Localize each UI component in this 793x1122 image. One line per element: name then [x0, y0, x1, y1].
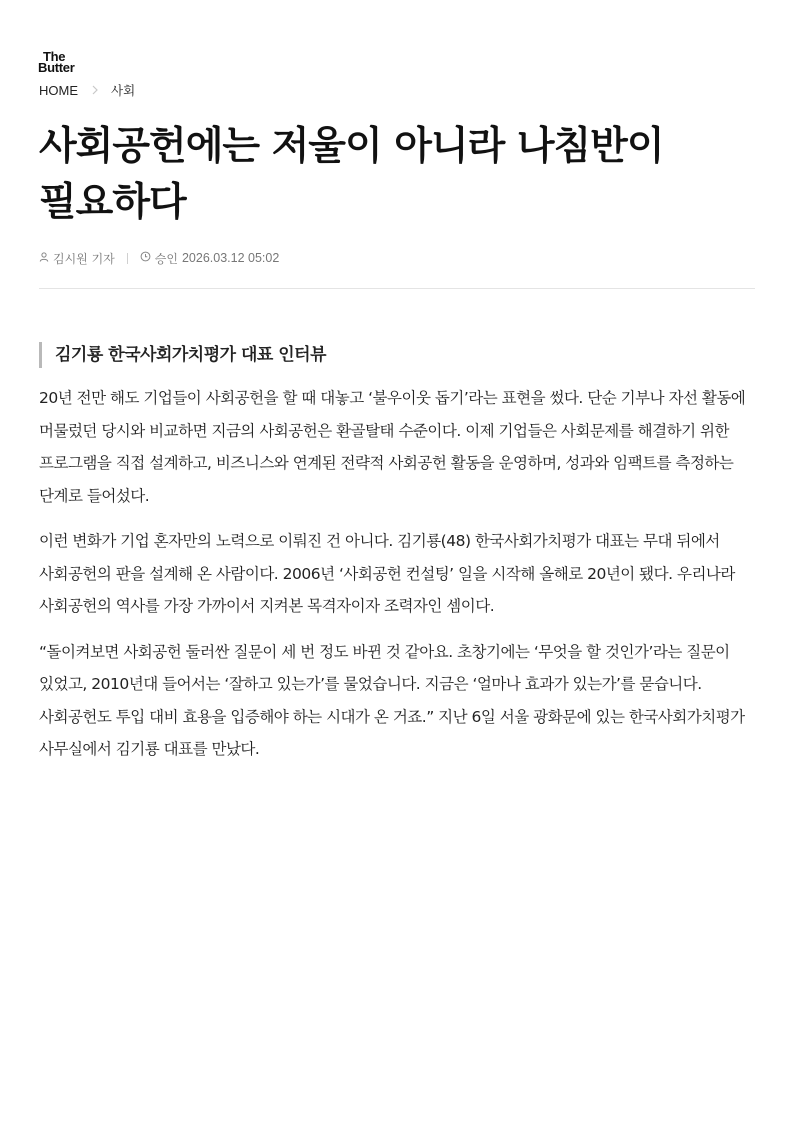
brand-logo[interactable] [38, 51, 82, 73]
chevron-right-icon [90, 81, 100, 99]
breadcrumb-home-link[interactable]: HOME [39, 82, 78, 98]
breadcrumb-section-link[interactable]: 사회 [111, 83, 136, 98]
article-meta [39, 249, 279, 267]
author-info [39, 250, 115, 267]
paragraph: “돌이켜보면 사회공헌 둘러싼 질문이 세 번 정도 바뀐 것 같아요. 초창기에는 ‘무엇을 할 것인가’라는 질문이 있었고, 2010년대 들어서는 ‘잘하고 있는가’를 물었습니다. 지금은 ‘얼마나 효과가 있는가’를 묻습니다. 사회공헌도 투입 대비 효용을 입증해야 하는 시대가 온 거죠.” 지난 6일 서울 광화문에 있는 한국사회가치평가 사무실에서 김기룡 대표를 만났다. [39, 642, 745, 758]
user-icon [39, 251, 53, 265]
logo-line-2: Butter [38, 60, 75, 75]
breadcrumb [39, 81, 135, 99]
article-title: 사회공헌에는 저울이 아니라 나침반이 필요하다 [39, 124, 664, 225]
paragraph: 이런 변화가 기업 혼자만의 노력으로 이뤄진 건 아니다. 김기룡(48) 한국사회가치평가 대표는 무대 뒤에서 사회공헌의 판을 설계해 온 사람이다. 2006년 ‘사회공헌 컨설팅’ 일을 시작해 올해로 20년이 됐다. 우리나라 사회공헌의 역사를 가장 가까이서 지켜본 목격자이자 조력자인 셈이다. [39, 532, 735, 615]
paragraph: 20년 전만 해도 기업들이 사회공헌을 할 때 대놓고 ‘불우이웃 돕기’라는 표현을 썼다. 단순 기부나 자선 활동에 머물렀던 당시와 비교하면 지금의 사회공헌은 환골탈태 수준이다. 이제 기업들은 사회문제를 해결하기 위한 프로그램을 직접 설계하고, 비즈니스와 연계된 전략적 사회공헌 활동을 운영하며, 성과와 임팩트를 측정하는 단계로 들어섰다. [39, 389, 746, 505]
approved-label: 승인 [154, 251, 178, 266]
meta-divider [127, 253, 128, 264]
article-body [39, 382, 755, 779]
logo-line-1: The [43, 49, 66, 64]
approved-datetime: 2026.03.12 05:02 [181, 251, 280, 265]
article-subtitle: 김기룡 한국사회가치평가 대표 인터뷰 [39, 342, 755, 368]
header-divider [39, 288, 755, 289]
author-name[interactable]: 김시원 기자 [53, 251, 115, 266]
approval-info [140, 250, 280, 267]
clock-icon [140, 251, 155, 265]
